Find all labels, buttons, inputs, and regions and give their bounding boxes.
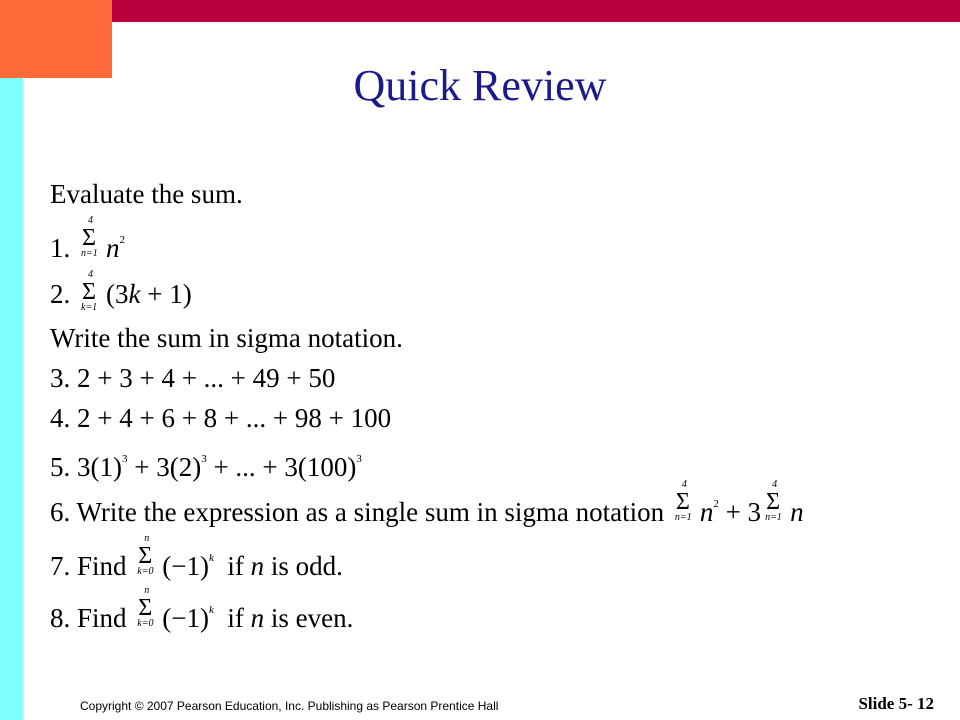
problem-2-var: k — [128, 279, 141, 309]
sigma-1-lower: n=1 — [81, 248, 98, 259]
sigma-6a-upper: 4 — [681, 479, 687, 490]
problem-7-expr: (−1) — [162, 551, 209, 581]
problem-6-mid: + 3 — [718, 497, 762, 527]
problem-6-text: 6. Write the expression as a single sum in sigma notation — [50, 497, 671, 527]
sigma-7-symbol: Σ — [138, 543, 153, 569]
sigma-6b — [765, 479, 787, 523]
problem-5-part3: + ... + 3(100) — [206, 452, 357, 482]
problem-1-var: n — [106, 233, 120, 263]
problem-8-var: n — [250, 603, 265, 633]
problem-8 — [50, 585, 354, 634]
problem-5-exp2: 3 — [201, 453, 207, 465]
sigma-7-lower: k=0 — [137, 566, 154, 577]
sigma-1-upper: 4 — [88, 215, 93, 226]
problem-2-close: + 1) — [140, 279, 192, 309]
problem-4: 4. 2 + 4 + 6 + 8 + ... + 98 + 100 — [50, 403, 392, 433]
heading-write-sigma: Write the sum in sigma notation. — [50, 323, 403, 353]
problem-8-expr: (−1) — [162, 603, 209, 633]
sigma-2-lower: k=1 — [81, 302, 98, 313]
slide-title: Quick Review — [353, 61, 607, 110]
problem-7 — [50, 533, 343, 582]
problem-5-exp1: 3 — [121, 453, 128, 465]
problem-7-prefix: 7. Find — [50, 551, 134, 581]
sigma-2-symbol: Σ — [82, 279, 96, 305]
problem-1-number: 1. — [50, 233, 71, 263]
problem-1-exp: 2 — [119, 234, 125, 246]
sigma-6a-lower: n=1 — [674, 512, 692, 523]
sigma-2-upper: 4 — [88, 269, 93, 280]
problem-8-exp: k — [209, 604, 214, 616]
problem-8-if: if — [213, 603, 251, 633]
problem-6-var2: n — [790, 497, 804, 527]
sigma-1-symbol: Σ — [82, 225, 96, 251]
copyright-footer: Copyright © 2007 Pearson Education, Inc. Publishing as Pearson Prentice Hall — [80, 699, 499, 713]
problem-5-exp3: 3 — [356, 453, 362, 465]
problem-6-exp: 2 — [713, 498, 719, 510]
sigma-8-symbol: Σ — [138, 595, 153, 621]
sigma-6b-symbol: Σ — [766, 489, 781, 515]
sigma-6b-lower: n=1 — [765, 512, 782, 523]
problem-6 — [50, 479, 804, 528]
slide-number: Slide 5- 12 — [858, 694, 934, 713]
sigma-1 — [81, 215, 103, 259]
problem-2 — [50, 269, 192, 313]
sigma-6b-upper: 4 — [772, 479, 778, 490]
problem-7-exp: k — [209, 552, 214, 564]
heading-evaluate: Evaluate the sum. — [50, 179, 243, 209]
problem-2-open: (3 — [106, 279, 129, 309]
sigma-6a — [674, 479, 697, 523]
sigma-7-upper: n — [144, 533, 150, 544]
problem-8-suffix: is even. — [264, 603, 354, 633]
sigma-8-upper: n — [144, 585, 150, 596]
problem-3: 3. 2 + 3 + 4 + ... + 49 + 50 — [50, 363, 336, 393]
problem-7-var: n — [250, 551, 265, 581]
sigma-7 — [137, 533, 159, 577]
problem-7-suffix: is odd. — [264, 551, 343, 581]
problem-5-part1: 5. 3(1) — [50, 452, 122, 482]
sigma-6a-symbol: Σ — [675, 489, 690, 515]
problem-2-number: 2. — [50, 279, 71, 309]
problem-5-part2: + 3(2) — [127, 452, 202, 482]
problem-6-var1: n — [699, 497, 714, 527]
sigma-8-lower: k=0 — [137, 618, 154, 629]
left-accent-bar — [0, 78, 23, 720]
problem-5 — [50, 443, 362, 483]
problem-1 — [50, 215, 125, 264]
problem-8-prefix: 8. Find — [50, 603, 134, 633]
problem-7-if: if — [213, 551, 251, 581]
top-accent-bar — [0, 0, 960, 22]
sigma-8 — [137, 585, 159, 629]
sigma-2 — [81, 269, 103, 313]
